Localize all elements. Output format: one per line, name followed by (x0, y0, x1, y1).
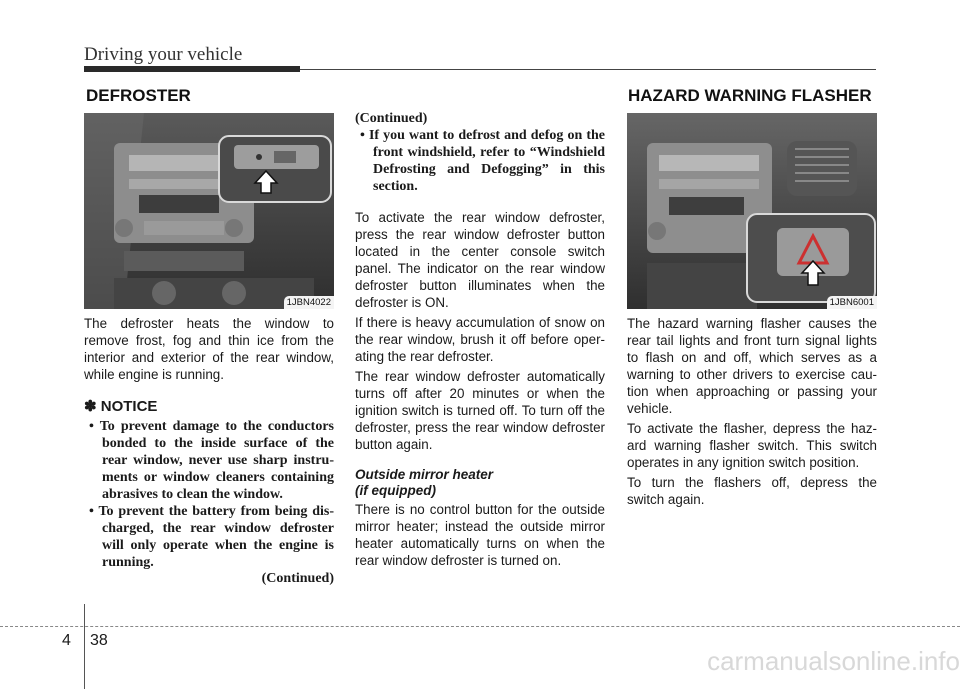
defroster-intro: The defroster heats the window to remove frost, fog and thin ice from the interior and exterior of the rear window, while engine is running. (84, 316, 334, 382)
defroster-activate-paragraph: To activate the rear window defroster, press the rear window defroster button located in the center console switch panel. The indicator on the rear window defroster button illuminates when the defroster is ON. (355, 210, 605, 310)
footer-dashed-rule (0, 626, 960, 627)
watermark: carmanualsonline.info (707, 646, 960, 676)
mirror-heater-title: Outside mirror heater (355, 467, 494, 482)
hazard-photo-caption: 1JBN6001 (827, 296, 877, 309)
mirror-heater-subheading (355, 467, 605, 499)
notice-heading: ✽ NOTICE (84, 398, 158, 415)
header-rule-thin (300, 69, 876, 70)
notice-item: • To prevent damage to the conductors bonded to the inside surface of the rear window, never use sharp instru-ments or window cleaners containing abrasives to clean the window. (89, 419, 334, 502)
notice-list (84, 418, 334, 571)
mirror-heater-paragraph: There is no control button for the outside mirror heater; instead the outside mirror heater automatically turns on when the rear window defroster is turned on. (355, 502, 605, 568)
hazard-intro-paragraph: The hazard warning flasher causes the rear tail lights and front turn signal lights to flash on and off, which serves as a warning to other drivers to exercise cau-tion when approaching or passing your vehicle. (627, 316, 877, 416)
continued-label: (Continued) (355, 111, 428, 126)
continued-notice-list (355, 127, 605, 195)
defroster-photo-caption: 1JBN4022 (284, 296, 334, 309)
header-rule-thick (84, 66, 300, 72)
hazard-activate-paragraph: To activate the flasher, depress the haz-ard warning flasher switch. This switch operates in any ignition switch position. (627, 421, 877, 470)
footer-vertical-rule (84, 604, 85, 689)
defroster-photo (84, 113, 334, 309)
hazard-console-illustration (627, 113, 877, 309)
col1 (84, 315, 334, 587)
continued-label: (Continued) (261, 571, 334, 586)
page-chapter-number: 4 (62, 632, 71, 649)
notice-item: • To prevent the battery from being dis-charged, the rear window defroster will only operate when the engine is running. (89, 504, 334, 570)
defroster-snow-paragraph: If there is heavy accumulation of snow on the rear window, brush it off before oper-ating the rear defroster. (355, 315, 605, 364)
defroster-auto-off-paragraph: The rear window defroster automatically turns off after 20 minutes or when the ignition switch is turned off. To turn off the defroster, press the rear window defroster button again. (355, 369, 605, 452)
page-header-title: Driving your vehicle (84, 44, 243, 65)
defroster-console-illustration (84, 113, 334, 309)
hazard-heading: HAZARD WARNING FLASHER (628, 86, 872, 105)
notice-item: • If you want to defrost and defog on the front windshield, refer to “Windshield Defrosting and Defogging” in this section. (360, 128, 605, 194)
page-number: 38 (90, 632, 108, 649)
hazard-photo (627, 113, 877, 309)
hazard-off-paragraph: To turn the flashers off, depress the switch again. (627, 475, 877, 507)
mirror-heater-qualifier: (if equipped) (355, 483, 436, 498)
col3 (627, 315, 877, 508)
defroster-heading: DEFROSTER (86, 86, 191, 105)
col2 (355, 111, 605, 569)
